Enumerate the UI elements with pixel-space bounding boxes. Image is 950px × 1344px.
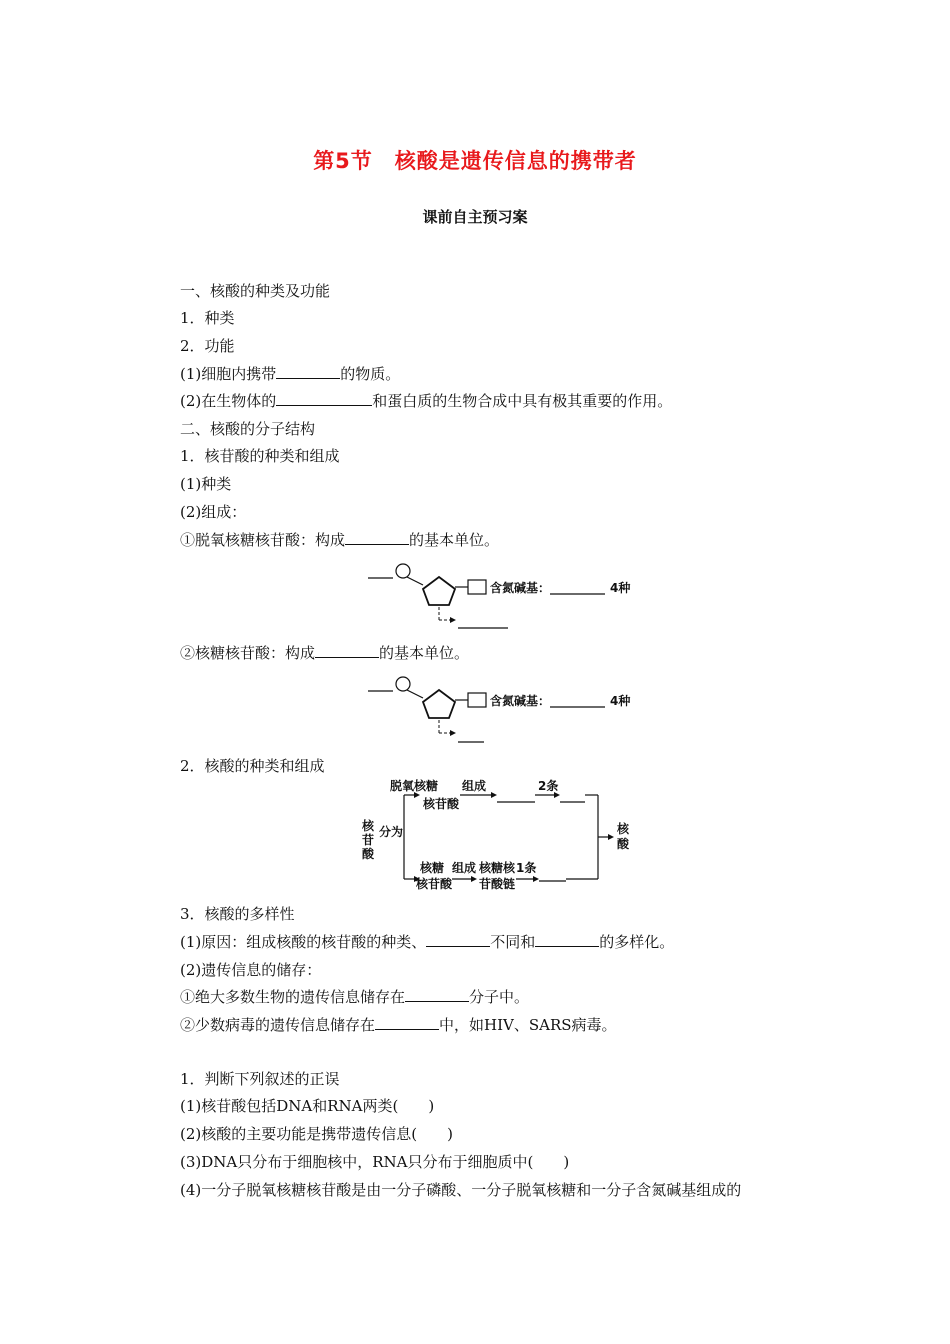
base-label: 含氮碱基：: [490, 581, 551, 595]
phosphate-circle: [396, 564, 410, 578]
top-compose: 组成: [462, 779, 487, 793]
s2-diversity-reason: [180, 932, 674, 952]
s2-storage: (2)遗传信息的储存：: [180, 961, 322, 979]
bottom-ribose: 核糖: [420, 861, 445, 875]
text: 不同和: [490, 933, 536, 951]
text: ②核糖核苷酸：构成: [180, 644, 316, 662]
s2-item2: 2．核酸的种类和组成: [180, 757, 325, 775]
base-count: 4种: [610, 581, 631, 595]
base-count: 4种: [610, 694, 631, 708]
s2-sub1: (1)种类: [180, 475, 232, 493]
s2-composition1: [180, 530, 499, 550]
text: 中，如HIV、SARS病毒。: [439, 1016, 617, 1034]
s2-sub2: (2)组成：: [180, 503, 247, 521]
text: 的多样化。: [599, 933, 675, 951]
blank-line: [315, 643, 379, 658]
s2-composition2: [180, 643, 469, 663]
divide-label: 分为: [379, 825, 404, 839]
left-label-3: 酸: [362, 847, 375, 861]
text: 分子中。: [469, 988, 530, 1006]
arrow-head: [471, 876, 477, 882]
base-label: 含氮碱基：: [490, 694, 551, 708]
bottom-ribose-nuc: 核糖核: [479, 861, 516, 875]
arrow-head: [491, 792, 497, 798]
pentose-ring: [423, 690, 455, 718]
phosphate-circle: [396, 677, 410, 691]
arrow-head: [608, 834, 614, 840]
right-label-1: 核: [617, 822, 630, 836]
blank-line: [405, 987, 469, 1002]
left-label-2: 苷: [362, 833, 375, 847]
s2-item1: 1．核苷酸的种类和组成: [180, 447, 340, 465]
blank-line: [426, 932, 490, 947]
arrow-head: [533, 876, 539, 882]
blank-line: [345, 530, 409, 545]
arrow-head: [450, 617, 456, 623]
blank-line: [276, 364, 340, 379]
text: 的基本单位。: [409, 531, 500, 549]
bottom-chain: 苷酸链: [479, 877, 516, 891]
bottom-count: 1条: [516, 861, 537, 875]
exercise-q4: (4)一分子脱氧核糖核苷酸是由一分子磷酸、一分子脱氧核糖和一分子含氮碱基组成的: [180, 1181, 742, 1199]
blank-line: [535, 932, 599, 947]
s2-storage-most: [180, 987, 529, 1007]
section2-heading: 二、核酸的分子结构: [180, 420, 316, 438]
text: (1)原因：组成核酸的核苷酸的种类、: [180, 933, 427, 951]
exercise-q2: (2)核酸的主要功能是携带遗传信息( ): [180, 1125, 453, 1143]
text: 和蛋白质的生物合成中具有极其重要的作用。: [372, 392, 673, 410]
nucleic-acid-classification-diagram: [360, 778, 650, 893]
exercise-q1: (1)核苷酸包括DNA和RNA两类( ): [180, 1097, 435, 1115]
s1-item2: 2．功能: [180, 337, 235, 355]
right-label-2: 酸: [617, 837, 630, 851]
s1-function2: [180, 391, 672, 411]
arrow-head: [450, 730, 456, 736]
pentose-ring: [423, 577, 455, 605]
bottom-nucleotide: 核苷酸: [416, 877, 453, 891]
top-deoxyribose: 脱氧核糖: [390, 779, 439, 793]
page-subtitle: 课前自主预习案: [422, 208, 528, 226]
blank-line: [276, 391, 372, 406]
exercise-heading: 1．判断下列叙述的正误: [180, 1070, 340, 1088]
s1-function1: [180, 364, 400, 384]
text: 的基本单位。: [379, 644, 470, 662]
top-nucleotide: 核苷酸: [423, 797, 460, 811]
text: ②少数病毒的遗传信息储存在: [180, 1016, 376, 1034]
page-title: 第5节 核酸是遗传信息的携带者: [313, 149, 637, 173]
s1-item1: 1．种类: [180, 309, 235, 327]
text: ①绝大多数生物的遗传信息储存在: [180, 988, 406, 1006]
exercise-q3: (3)DNA只分布于细胞核中，RNA只分布于细胞质中( ): [180, 1153, 570, 1171]
text: (2)在生物体的: [180, 392, 277, 410]
s2-item3: 3．核酸的多样性: [180, 905, 295, 923]
blank-line: [375, 1015, 439, 1030]
bond-line: [407, 577, 423, 585]
base-box: [468, 693, 486, 707]
text: 的物质。: [340, 365, 401, 383]
s2-storage-virus: [180, 1015, 617, 1035]
text: ①脱氧核糖核苷酸：构成: [180, 531, 346, 549]
bond-line: [407, 690, 423, 698]
section1-heading: 一、核酸的种类及功能: [180, 282, 331, 300]
top-count: 2条: [538, 779, 559, 793]
bottom-compose: 组成: [452, 861, 477, 875]
text: (1)细胞内携带: [180, 365, 277, 383]
left-label-1: 核: [362, 819, 375, 833]
deoxyribonucleotide-diagram: [360, 560, 640, 635]
base-box: [468, 580, 486, 594]
ribonucleotide-diagram: [360, 673, 640, 748]
